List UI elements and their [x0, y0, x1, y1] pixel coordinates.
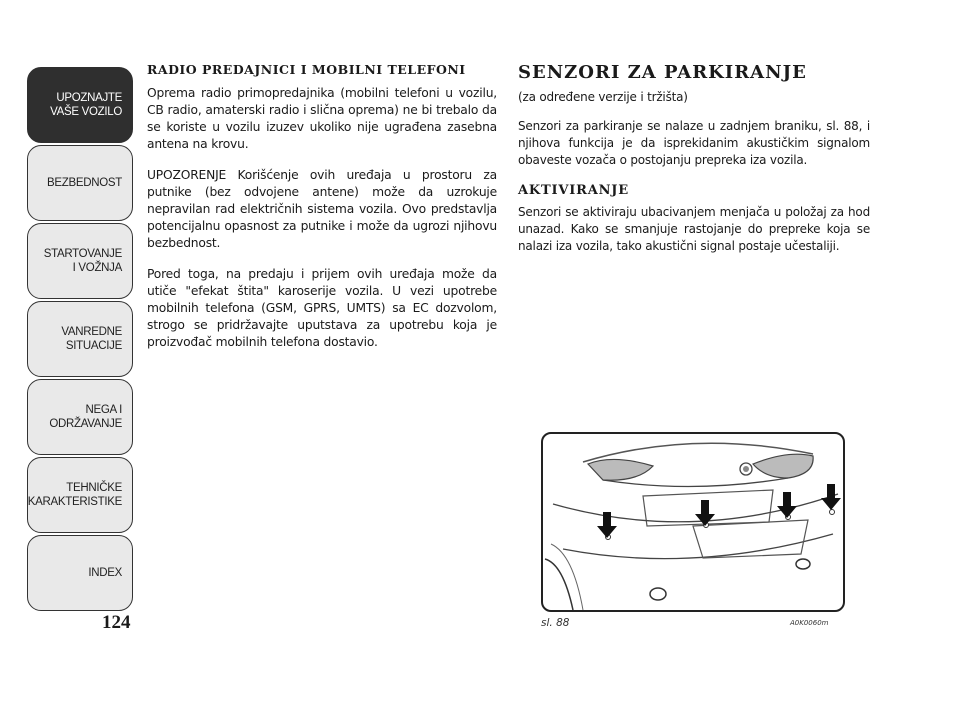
- tab-startovanje-i-voznja[interactable]: [27, 223, 133, 299]
- activation-paragraph: Senzori se aktiviraju ubacivanjem menjača u položaj za hod unazad. Kako se smanjuje rastojanje do prepreke koja se nalazi iza vozila, tako akustični signal postaje učestaliji.: [518, 205, 870, 253]
- tab-nega-i-odrzavanje[interactable]: [27, 379, 133, 455]
- parking-sensors-heading: SENZORI ZA PARKIRANJE: [518, 62, 807, 83]
- tab-label: STARTOVANJE I VOŽNJA: [43, 248, 122, 274]
- right-column: [518, 62, 870, 269]
- paragraph: UPOZORENJE Korišćenje ovih uređaja u prostoru za putnike (bez odvojene antene) može da uzrokuje nepravilan rad električnih sistema vozila. Ovo predstavlja potencijalnu opasnost za putnike i može da ugrozi njihovu bezbednost.: [147, 168, 497, 250]
- tab-label: NEGA I ODRŽAVANJE: [49, 404, 122, 430]
- tab-label: BEZBEDNOST: [47, 177, 122, 189]
- paragraph: Pored toga, na predaju i prijem ovih uređaja može da utiče "efekat štita" karoserije vozila. U vezi upotrebe mobilnih telefona (GSM, GPRS, UMTS) sa EC dozvolom, strogo se pridržavajte uputstava za upotrebu koja je proizvođač mobilnih telefona dostavio.: [147, 267, 497, 349]
- activation-heading: AKTIVIRANJE: [518, 183, 629, 198]
- tab-label: INDEX: [88, 567, 122, 579]
- tab-label: VANREDNE SITUACIJE: [61, 326, 122, 352]
- radio-section-heading: RADIO PREDAJNICI I MOBILNI TELEFONI: [147, 62, 466, 77]
- intro-paragraph: Senzori za parkiranje se nalaze u zadnjem braniku, sl. 88, i njihova funkcija je da isprekidanim akustičkim signalom obaveste vozača o postojanju prepreka iza vozila.: [518, 119, 870, 167]
- car-rear-drawing: [543, 434, 843, 610]
- tab-bezbednost[interactable]: [27, 145, 133, 221]
- tab-upoznajte-vase-vozilo[interactable]: [27, 67, 133, 143]
- left-column: [147, 62, 497, 365]
- subtitle: (za određene verzije i tržišta): [518, 90, 688, 104]
- tab-vanredne-situacije[interactable]: [27, 301, 133, 377]
- tab-label: TEHNIČKE KARAKTERISTIKE: [27, 482, 122, 508]
- car-rear-illustration: [541, 432, 845, 612]
- figure-caption: sl. 88: [541, 617, 570, 629]
- tab-label: UPOZNAJTE VAŠE VOZILO: [50, 92, 122, 118]
- tab-index[interactable]: [27, 535, 133, 611]
- paragraph: Oprema radio primopredajnika (mobilni telefoni u vozilu, CB radio, amaterski radio i slična oprema) ne bi trebalo da se koriste u vozilu izuzev ukoliko nije ugrađena zasebna antena na krovu.: [147, 86, 497, 151]
- page-number: 124: [102, 612, 131, 633]
- figure-code: A0K0060m: [790, 619, 829, 627]
- tab-tehnicke-karakteristike[interactable]: [27, 457, 133, 533]
